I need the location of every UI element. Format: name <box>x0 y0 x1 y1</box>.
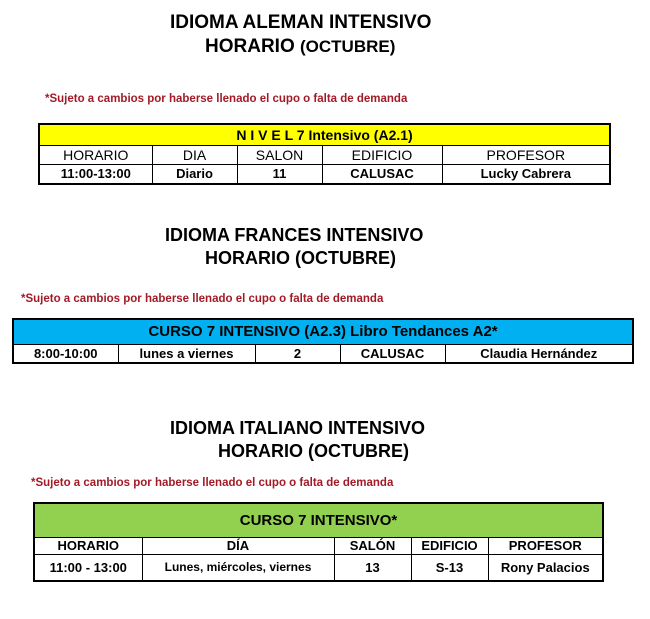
italiano-col-salon: SALÓN <box>334 537 411 554</box>
frances-cell-dia: lunes a viernes <box>118 344 255 363</box>
aleman-course-header: N I V E L 7 Intensivo (A2.1) <box>39 124 610 145</box>
frances-disclaimer: *Sujeto a cambios por haberse llenado el cupo o falta de demanda <box>21 293 384 305</box>
italiano-cell-horario: 11:00 - 13:00 <box>34 554 142 581</box>
frances-title-line1: IDIOMA FRANCES INTENSIVO <box>165 225 424 245</box>
frances-course-header: CURSO 7 INTENSIVO (A2.3) Libro Tendances A2* <box>13 319 633 344</box>
italiano-schedule-table <box>33 502 604 582</box>
aleman-title-month: (OCTUBRE) <box>300 37 396 56</box>
aleman-cell-horario: 11:00-13:00 <box>39 164 152 184</box>
italiano-cell-profesor: Rony Palacios <box>488 554 603 581</box>
italiano-col-edificio: EDIFICIO <box>411 537 488 554</box>
aleman-cell-dia: Diario <box>152 164 237 184</box>
aleman-col-edificio: EDIFICIO <box>322 145 442 164</box>
italiano-cell-dia: Lunes, miércoles, viernes <box>142 554 334 581</box>
aleman-schedule-table <box>38 123 611 185</box>
aleman-col-profesor: PROFESOR <box>442 145 610 164</box>
aleman-cell-profesor: Lucky Cabrera <box>442 164 610 184</box>
italiano-title-line2: HORARIO (OCTUBRE) <box>218 441 409 461</box>
aleman-title-horario: HORARIO <box>205 36 295 57</box>
frances-schedule-table <box>12 318 634 364</box>
italiano-title-line1: IDIOMA ITALIANO INTENSIVO <box>170 418 425 438</box>
aleman-col-dia: DIA <box>152 145 237 164</box>
italiano-cell-edificio: S-13 <box>411 554 488 581</box>
italiano-cell-salon: 13 <box>334 554 411 581</box>
italiano-col-dia: DÍA <box>142 537 334 554</box>
aleman-col-salon: SALON <box>237 145 322 164</box>
aleman-title-line2 <box>205 36 395 58</box>
aleman-title-line1: IDIOMA ALEMAN INTENSIVO <box>170 12 432 33</box>
frances-title-line2: HORARIO (OCTUBRE) <box>205 248 396 268</box>
aleman-col-horario: HORARIO <box>39 145 152 164</box>
aleman-disclaimer: *Sujeto a cambios por haberse llenado el cupo o falta de demanda <box>45 93 408 105</box>
aleman-cell-salon: 11 <box>237 164 322 184</box>
italiano-disclaimer: *Sujeto a cambios por haberse llenado el cupo o falta de demanda <box>31 477 394 489</box>
frances-cell-edificio: CALUSAC <box>340 344 445 363</box>
italiano-course-header: CURSO 7 INTENSIVO* <box>34 503 603 537</box>
italiano-col-horario: HORARIO <box>34 537 142 554</box>
frances-cell-salon: 2 <box>255 344 340 363</box>
frances-cell-horario: 8:00-10:00 <box>13 344 118 363</box>
frances-cell-profesor: Claudia Hernández <box>445 344 633 363</box>
italiano-col-profesor: PROFESOR <box>488 537 603 554</box>
aleman-cell-edificio: CALUSAC <box>322 164 442 184</box>
